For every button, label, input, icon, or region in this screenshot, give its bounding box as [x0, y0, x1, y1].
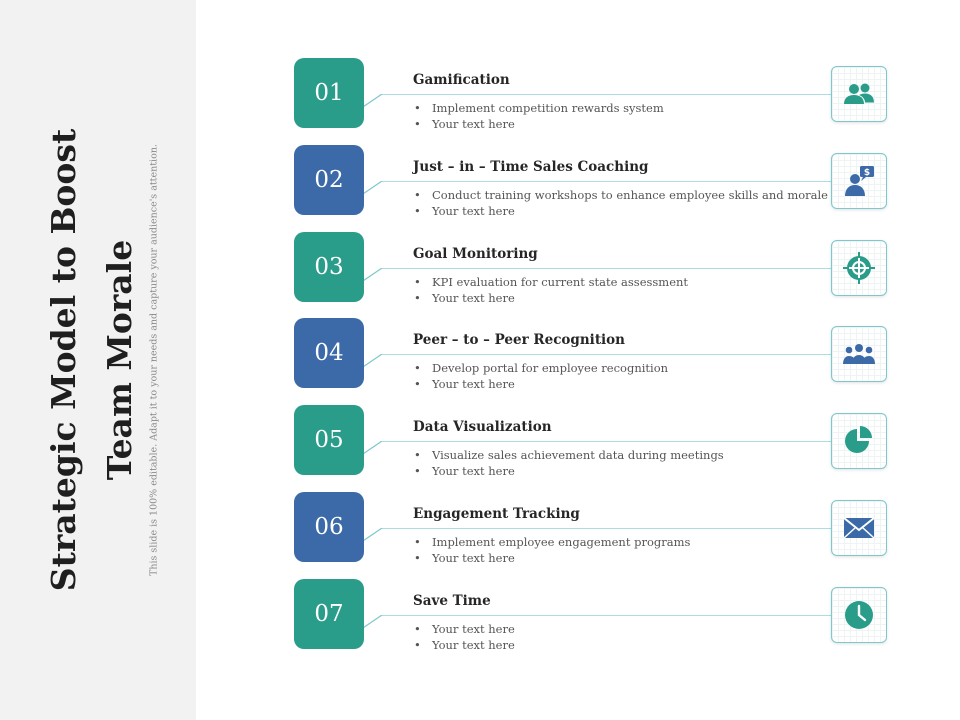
bullet-item: • Implement employee engagement programs	[414, 534, 690, 550]
pie-chart-icon-box	[831, 413, 887, 469]
step-number: 01	[314, 80, 344, 106]
step-bullets	[414, 187, 828, 219]
bullet-item: • Your text here	[414, 376, 668, 392]
step-number: 05	[314, 427, 344, 453]
step-heading: Engagement Tracking	[413, 506, 580, 522]
bullet-item: • Your text here	[414, 203, 828, 219]
model-item	[0, 145, 960, 217]
bullet-item: • Your text here	[414, 116, 664, 132]
model-item	[0, 232, 960, 304]
team-icon-box	[831, 326, 887, 382]
step-bullets	[414, 621, 515, 653]
step-heading: Gamification	[413, 72, 510, 88]
step-heading: Just – in – Time Sales Coaching	[413, 159, 649, 175]
target-icon-box	[831, 240, 887, 296]
step-bullets	[414, 447, 724, 479]
envelope-icon-box	[831, 500, 887, 556]
bullet-item: • KPI evaluation for current state assessment	[414, 274, 688, 290]
model-item	[0, 492, 960, 564]
clock-icon	[842, 598, 876, 632]
slide-subtitle: This slide is 100% editable. Adapt it to your needs and capture your audience's attention.	[148, 144, 160, 576]
target-icon	[842, 251, 876, 285]
step-number: 07	[314, 601, 344, 627]
step-number-badge	[294, 492, 364, 562]
step-heading: Peer – to – Peer Recognition	[413, 332, 625, 348]
bullet-item: • Visualize sales achievement data during meetings	[414, 447, 724, 463]
step-bullets	[414, 100, 664, 132]
step-number-badge	[294, 579, 364, 649]
bullet-item: • Your text here	[414, 621, 515, 637]
bullet-item: • Your text here	[414, 637, 515, 653]
step-number: 03	[314, 254, 344, 280]
users-icon-box	[831, 66, 887, 122]
bullet-item: • Develop portal for employee recognition	[414, 360, 668, 376]
sales-coach-icon	[842, 164, 876, 198]
step-bullets	[414, 534, 690, 566]
step-number: 04	[314, 340, 344, 366]
step-number: 02	[314, 167, 344, 193]
pie-chart-icon	[842, 424, 876, 458]
step-heading: Goal Monitoring	[413, 246, 538, 262]
slide-title: Strategic Model to Boost Team Morale	[44, 128, 139, 592]
bullet-item: • Your text here	[414, 550, 690, 566]
users-icon	[842, 77, 876, 111]
model-item	[0, 579, 960, 651]
envelope-icon	[842, 511, 876, 545]
model-item	[0, 405, 960, 477]
model-item	[0, 58, 960, 130]
step-number-badge	[294, 405, 364, 475]
step-number-badge	[294, 58, 364, 128]
step-bullets	[414, 274, 688, 306]
step-number-badge	[294, 145, 364, 215]
bullet-item: • Your text here	[414, 463, 724, 479]
step-bullets	[414, 360, 668, 392]
step-number: 06	[314, 514, 344, 540]
step-number-badge	[294, 232, 364, 302]
bullet-item: • Conduct training workshops to enhance employee skills and morale	[414, 187, 828, 203]
bullet-item: • Your text here	[414, 290, 688, 306]
bullet-item: • Implement competition rewards system	[414, 100, 664, 116]
step-heading: Data Visualization	[413, 419, 552, 435]
model-item	[0, 318, 960, 390]
svg-text:$: $	[863, 168, 871, 178]
team-icon	[842, 337, 876, 371]
connector-line	[332, 615, 832, 649]
sales-coach-icon-box	[831, 153, 887, 209]
step-number-badge	[294, 318, 364, 388]
clock-icon-box	[831, 587, 887, 643]
step-heading: Save Time	[413, 593, 491, 609]
